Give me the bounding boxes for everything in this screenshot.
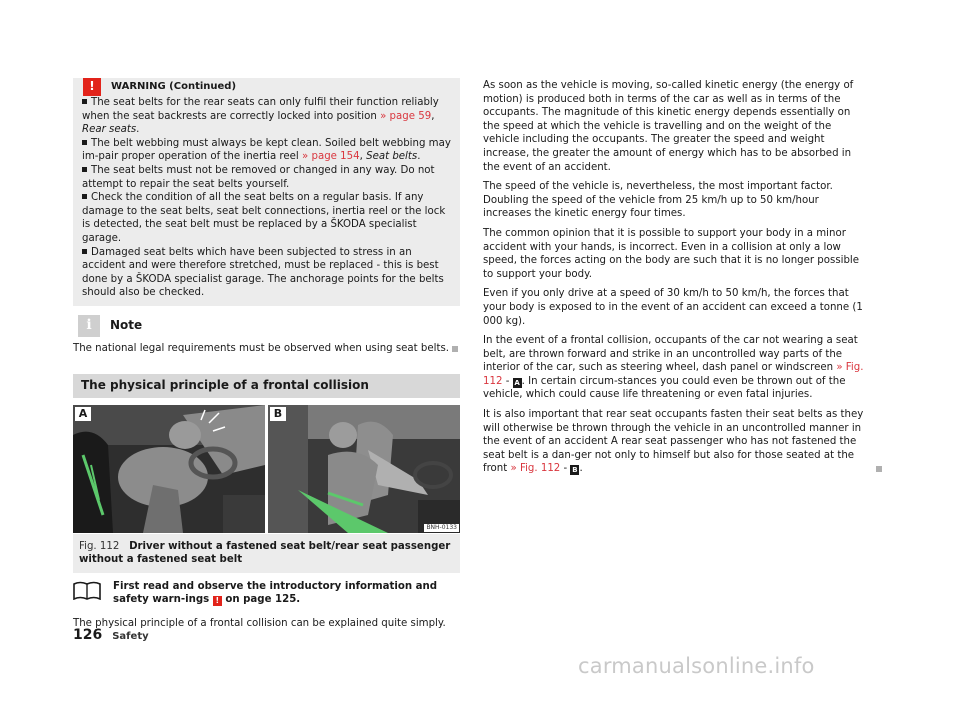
paragraph-5: In the event of a frontal collision, occupants of the car not wearing a seat belt, are thrown forward and strike in an uncontrolled way parts of the interior of the car, such as steering wheel, dash panel or windscreen » Fig. 112 - A . In certain circum-stances you could even be thrown out of the vehicle, which could cause life threatening or even fatal injuries.: [483, 335, 864, 401]
warning-header: [73, 78, 451, 96]
note-header: [73, 315, 460, 337]
book-icon: [73, 580, 101, 600]
illustration-driver-no-belt: [73, 405, 265, 533]
section-title: The physical principle of a frontal collision: [73, 374, 460, 398]
warning-item: The belt webbing must always be kept clean. Soiled belt webbing may im-pair proper operation of the inertia reel » page 154, Seat belts.: [82, 137, 451, 163]
page-footer: [73, 629, 149, 644]
right-column: [483, 79, 870, 482]
bullet-icon: [82, 194, 87, 199]
section-end-icon: [452, 346, 458, 352]
paragraph-4: Even if you only drive at a speed of 30 km/h to 50 km/h, the forces that your body is exposed to in the event of an accident can exceed a tonne (1 000 kg).: [483, 288, 863, 327]
figure-112: [73, 405, 460, 533]
figure-caption: [73, 534, 460, 573]
watermark: carmanualsonline.info: [578, 654, 815, 678]
figure-ref-a: A: [514, 378, 520, 387]
paragraph-6: It is also important that rear seat occupants fasten their seat belts as they will otherwise be thrown through the vehicle in an uncontrolled manner in the event of an accident A rear seat passenger who has not fastened the seat belt is a dan-ger not only to himself but also for those seated at the front » Fig. 112 - B .: [483, 408, 870, 476]
page-number: 126: [73, 627, 103, 643]
section-end-icon: [876, 466, 882, 472]
figure-panel-b: [268, 405, 460, 533]
warning-title: WARNING (Continued): [111, 81, 237, 93]
warning-box: [73, 78, 460, 306]
warning-icon: !: [213, 596, 222, 606]
figure-link[interactable]: » Fig. 112: [483, 362, 864, 387]
figure-ref-b: B: [572, 466, 578, 475]
info-icon: i: [78, 315, 100, 337]
paragraph-3: The common opinion that it is possible to support your body in a minor accident with your hands, is incorrect. Even in a collision at only a low speed, the forces acting on the body are such that it is no longer possible to support your body.: [483, 227, 860, 280]
page-link[interactable]: » page 154: [302, 151, 360, 163]
warning-icon: !: [83, 78, 101, 96]
illustration-rear-passenger-no-belt: [268, 405, 460, 533]
bullet-icon: [82, 249, 87, 254]
note-text: The national legal requirements must be observed when using seat belts.: [73, 342, 460, 356]
figure-caption-text: Driver without a fastened seat belt/rear seat passenger without a fastened seat belt: [79, 540, 451, 566]
note-title: Note: [110, 318, 143, 333]
paragraph-2: The speed of the vehicle is, nevertheless, the most important factor. Doubling the speed of the vehicle from 25 km/h up to 50 km/hour increases the kinetic energy four times.: [483, 181, 833, 220]
read-first-notice: [73, 580, 460, 607]
warning-item: The seat belts must not be removed or changed in any way. Do not attempt to repair the seat belts yourself.: [82, 164, 435, 190]
paragraph-1: As soon as the vehicle is moving, so-called kinetic energy (the energy of motion) is produced both in terms of the car as well as in terms of the occupants. The magnitude of this kinetic energy depends essentially on the speed at which the vehicle is travelling and on the weight of the vehicle including the occupants. The greater the speed and weight increase, the greater the amount of energy which has to be absorbed in the event of an accident.: [483, 80, 854, 173]
left-column: [73, 78, 460, 630]
figure-label-b: B: [270, 407, 286, 421]
body-paragraph: The physical principle of a frontal collision can be explained quite simply.: [73, 617, 446, 629]
figure-link[interactable]: » Fig. 112: [510, 463, 561, 475]
figure-panel-a: [73, 405, 265, 533]
figure-code: BNH-0133: [426, 523, 457, 531]
bullet-icon: [82, 140, 87, 145]
footer-section: Safety: [112, 631, 149, 642]
read-first-text: First read and observe the introductory information and safety warn-ings ! on page 125.: [113, 580, 438, 606]
figure-label-a: A: [75, 407, 91, 421]
page-link[interactable]: » page 59: [380, 110, 432, 122]
figure-number: Fig. 112: [79, 540, 120, 552]
warning-list: [82, 96, 451, 300]
warning-item: Damaged seat belts which have been subjected to stress in an accident and were therefore stretched, must be replaced - this is best done by a ŠKODA specialist garage. The anchorage points for the belts should also be checked.: [82, 246, 444, 299]
warning-item: The seat belts for the rear seats can only fulfil their function reliably when the seat backrests are correctly locked into position » page 59, Rear seats.: [82, 97, 439, 136]
bullet-icon: [82, 99, 87, 104]
bullet-icon: [82, 167, 87, 172]
warning-item: Check the condition of all the seat belts on a regular basis. If any damage to the seat belts, seat belt connections, inertia reel or the lock is detected, the seat belt must be replaced by a ŠKODA specialist garage.: [82, 192, 446, 244]
